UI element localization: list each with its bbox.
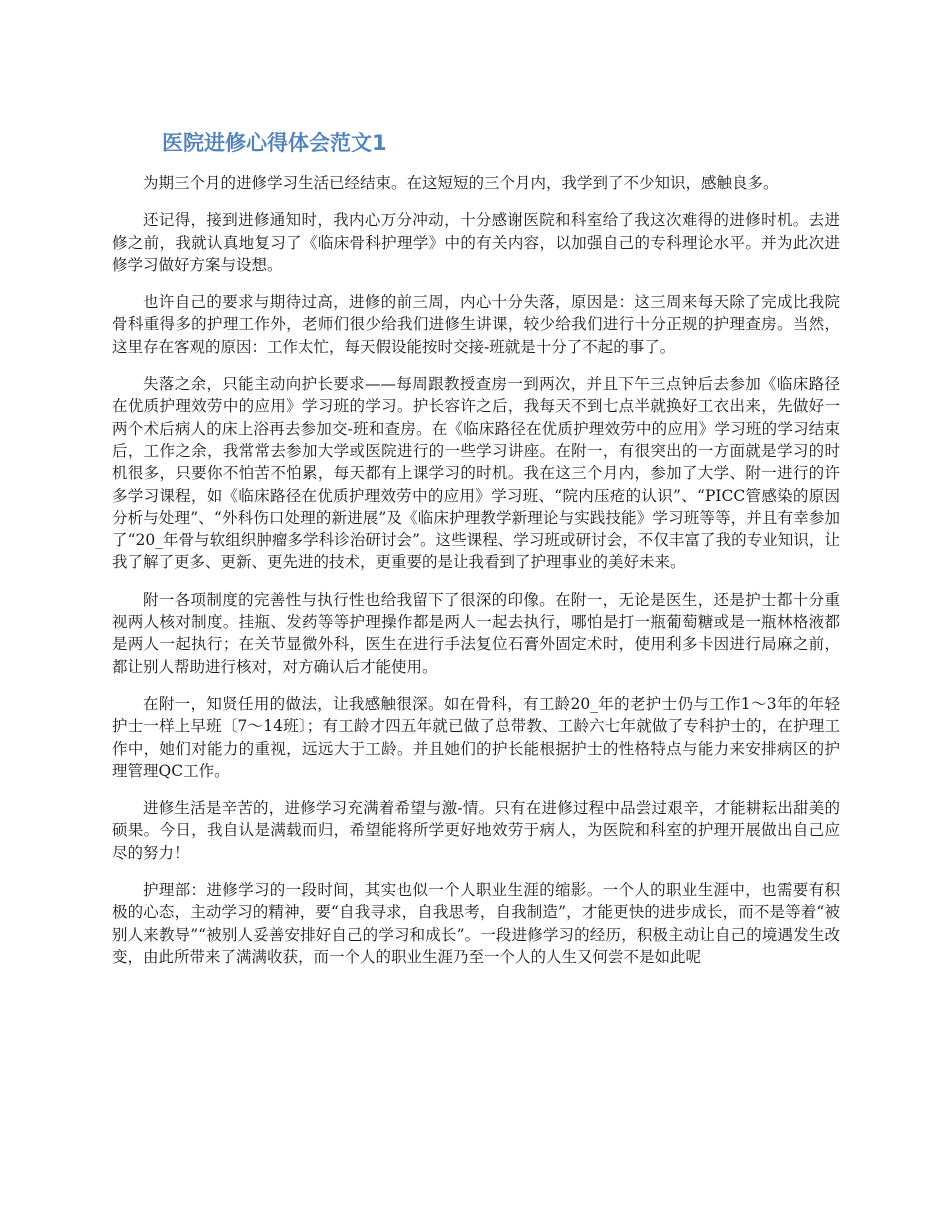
paragraph-2: 还记得，接到进修通知时，我内心万分冲动，十分感谢医院和科室给了我这次难得的进修时机。去进修之前，我就认真地复习了《临床骨科护理学》中的有关内容，以加强自己的专科理论水平。并为此次进修学习做好方案与设想。: [112, 211, 840, 274]
paragraph-6: 在附一，知贤任用的做法，让我感触很深。如在骨科，有工龄20_年的老护士仍与工作1～3年的年轻护士一样上早班〔7～14班〕；有工龄才四五年就已做了总带教、工龄六七年就做了专科护士的，在护理工作中，她们对能力的重视，远远大于工龄。并且她们的护长能根据护士的性格特点与能力来安排病区的护理管理QC工作。: [112, 694, 840, 780]
paragraph-8: 护理部：进修学习的一段时间，其实也似一个人职业生涯的缩影。一个人的职业生涯中，也需要有积极的心态，主动学习的精神，要“自我寻求，自我思考，自我制造”，才能更快的进步成长，而不是等着“被别人来教导”“被别人妥善安排好自己的学习和成长”。一段进修学习的经历，积极主动让自己的境遇发生改变，由此所带来了满满收获，而一个人的职业生涯乃至一个人的人生又何尝不是如此呢: [112, 881, 840, 966]
paragraph-1: 为期三个月的进修学习生活已经结束。在这短短的三个月内，我学到了不少知识，感触良多。: [143, 174, 779, 192]
document-title: 医院进修心得体会范文1: [162, 131, 387, 155]
document-body: [112, 172, 840, 983]
paragraph-5: 附一各项制度的完善性与执行性也给我留下了很深的印像。在附一，无论是医生，还是护士都十分重视两人核对制度。挂瓶、发药等等护理操作都是两人一起去执行，哪怕是打一瓶葡萄糖或是一瓶林格液都是两人一起执行；在关节显微外科，医生在进行手法复位石膏外固定术时，使用利多卡因进行局麻之前，都让别人帮助进行核对，对方确认后才能使用。: [112, 590, 840, 676]
paragraph-4: 失落之余，只能主动向护长要求——每周跟教授查房一到两次，并且下午三点钟后去参加《临床路径在优质护理效劳中的应用》学习班的学习。护长容许之后，我每天不到七点半就换好工衣出来，先做好一两个术后病人的床上浴再去参加交-班和查房。在《临床路径在优质护理效劳中的应用》学习班的学习结束后，工作之余，我常常去参加大学或医院进行的一些学习讲座。在附一，有很突出的一方面就是学习的时机很多，只要你不怕苦不怕累，每天都有上课学习的时机。我在这三个月内，参加了大学、附一进行的许多学习课程，如《临床路径在优质护理效劳中的应用》学习班、“院内压疮的认识”、“PICC管感染的原因分析与处理”、“外科伤口处理的新进展”及《临床护理教学新理论与实践技能》学习班等等，并且有幸参加了“20_年骨与软组织肿瘤多学科诊治研讨会”。这些课程、学习班或研讨会，不仅丰富了我的专业知识，让我了解了更多、更新、更先进的技术，更重要的是让我看到了护理事业的美好未来。: [112, 375, 840, 572]
paragraph-7: 进修生活是辛苦的，进修学习充满着希望与激-情。只有在进修过程中品尝过艰辛，才能耕耘出甜美的硕果。今日，我自认是满载而归，希望能将所学更好地效劳于病人，为医院和科室的护理开展做出自己应尽的努力！: [112, 799, 840, 862]
paragraph-3: 也许自己的要求与期待过高，进修的前三周，内心十分失落，原因是：这三周来每天除了完成比我院骨科重得多的护理工作外，老师们很少给我们进修生讲课，较少给我们进行十分正规的护理查房。当然，这里存在客观的原因：工作太忙，每天假设能按时交接-班就是十分了不起的事了。: [112, 293, 840, 356]
